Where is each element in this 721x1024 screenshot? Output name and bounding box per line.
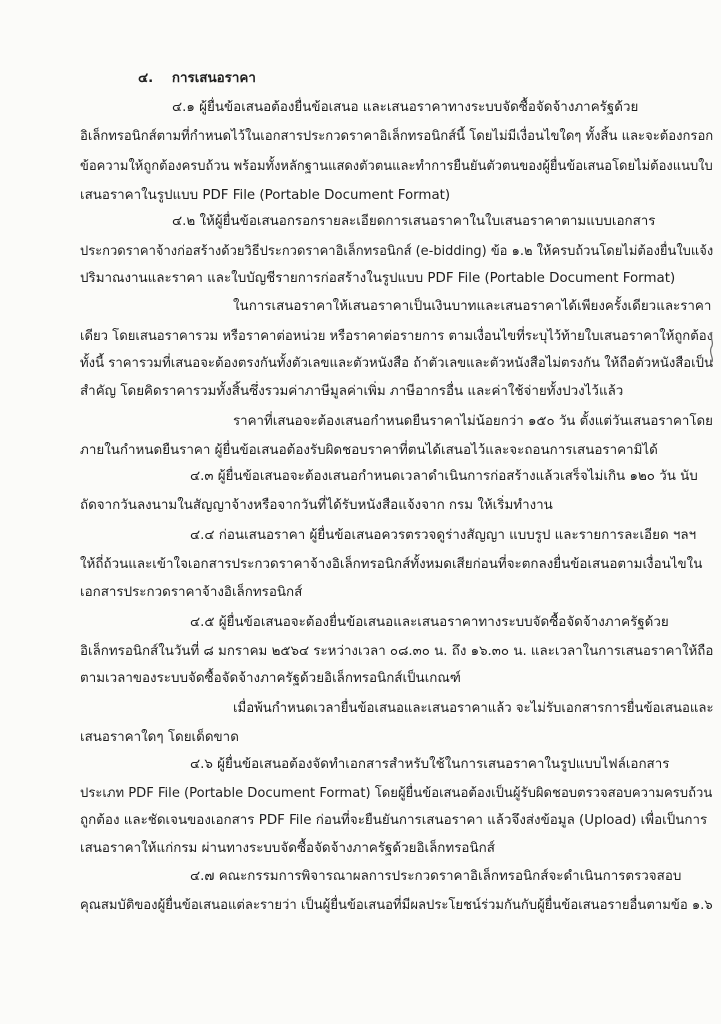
paragraph-line: ตามเวลาของระบบจัดซื้อจัดจ้างภาครัฐด้วยอิเล็กทรอนิกส์เป็นเกณฑ์	[80, 671, 461, 686]
paragraph-line: ๔.๔ ก่อนเสนอราคา ผู้ยื่นข้อเสนอควรตรวจดูร่างสัญญา แบบรูป และรายการละเอียด ฯลฯ	[190, 528, 697, 543]
paragraph-line: เสนอราคาให้แก่กรม ผ่านทางระบบจัดซื้อจัดจ้างภาครัฐด้วยอิเล็กทรอนิกส์	[80, 841, 495, 856]
paragraph-line: ๔.๒ ให้ผู้ยื่นข้อเสนอกรอกรายละเอียดการเสนอราคาในใบเสนอราคาตามแบบเอกสาร	[172, 214, 656, 229]
paragraph-line: ถัดจากวันลงนามในสัญญาจ้างหรือจากวันที่ได้รับหนังสือแจ้งจาก กรม ให้เริ่มทำงาน	[80, 498, 553, 513]
paragraph-line: ๔.๑ ผู้ยื่นข้อเสนอต้องยื่นข้อเสนอ และเสนอราคาทางระบบจัดซื้อจัดจ้างภาครัฐด้วย	[172, 100, 639, 115]
paragraph-line: เมื่อพ้นกำหนดเวลายื่นข้อเสนอและเสนอราคาแล้ว จะไม่รับเอกสารการยื่นข้อเสนอและ	[233, 701, 714, 716]
paragraph-line: เอกสารประกวดราคาจ้างอิเล็กทรอนิกส์	[80, 585, 303, 600]
paragraph-line: ในการเสนอราคาให้เสนอราคาเป็นเงินบาทและเสนอราคาได้เพียงครั้งเดียวและราคา	[233, 299, 712, 314]
paragraph-line: สำคัญ โดยคิดราคารวมทั้งสิ้นซึ่งรวมค่าภาษีมูลค่าเพิ่ม ภาษีอากรอื่น และค่าใช้จ่ายทั้งปวงไว้แล้ว	[80, 384, 624, 399]
paragraph-line: ๔.๓ ผู้ยื่นข้อเสนอจะต้องเสนอกำหนดเวลาดำเนินการก่อสร้างแล้วเสร็จไม่เกิน ๑๒๐ วัน นับ	[190, 469, 698, 484]
paragraph-line: ทั้งนี้ ราคารวมที่เสนอจะต้องตรงกันทั้งตัวเลขและตัวหนังสือ ถ้าตัวเลขและตัวหนังสือไม่ตรงกัน ให้ถือตัวหนังสือเป็น	[80, 356, 714, 371]
paragraph-line: ถูกต้อง และชัดเจนของเอกสาร PDF File ก่อนที่จะยืนยันการเสนอราคา แล้วจึงส่งข้อมูล (Upload) เพื่อเป็นการ	[80, 813, 708, 828]
paragraph-line: เสนอราคาใดๆ โดยเด็ดขาด	[80, 730, 239, 745]
paragraph-line: ปริมาณงานและราคา และใบบัญชีรายการก่อสร้างในรูปแบบ PDF File (Portable Document Format)	[80, 271, 676, 286]
paragraph-line: เดียว โดยเสนอราคารวม หรือราคาต่อหน่วย หรือราคาต่อรายการ ตามเงื่อนไขที่ระบุไว้ท้ายใบเสนอราคาให้ถูกต้อง	[80, 329, 713, 344]
paragraph-line: อิเล็กทรอนิกส์ตามที่กำหนดไว้ในเอกสารประกวดราคาอิเล็กทรอนิกส์นี้ โดยไม่มีเงื่อนไขใดๆ ทั้งสิ้น และจะต้องกรอก	[80, 129, 714, 144]
section-number: ๔.	[138, 71, 154, 86]
paragraph-line: ๔.๗ คณะกรรมการพิจารณาผลการประกวดราคาอิเล็กทรอนิกส์จะดำเนินการตรวจสอบ	[190, 869, 682, 884]
paragraph-line: ราคาที่เสนอจะต้องเสนอกำหนดยืนราคาไม่น้อยกว่า ๑๕๐ วัน ตั้งแต่วันเสนอราคาโดย	[233, 414, 713, 429]
paragraph-line: ประเภท PDF File (Portable Document Format) โดยผู้ยื่นข้อเสนอต้องเป็นผู้รับผิดชอบตรวจสอบความครบถ้วน	[80, 786, 713, 801]
paragraph-line: ๔.๖ ผู้ยื่นข้อเสนอต้องจัดทำเอกสารสำหรับใช้ในการเสนอราคาในรูปแบบไฟล์เอกสาร	[190, 757, 670, 772]
paragraph-line: ภายในกำหนดยืนราคา ผู้ยื่นข้อเสนอต้องรับผิดชอบราคาที่ตนได้เสนอไว้และจะถอนการเสนอราคามิได้	[80, 443, 658, 458]
margin-mark	[707, 330, 717, 364]
paragraph-line: ให้ถี่ถ้วนและเข้าใจเอกสารประกวดราคาจ้างอิเล็กทรอนิกส์ทั้งหมดเสียก่อนที่จะตกลงยื่นข้อเสนอตามเงื่อนไขใน	[80, 557, 703, 572]
section-title: การเสนอราคา	[171, 71, 256, 86]
paragraph-line: คุณสมบัติของผู้ยื่นข้อเสนอแต่ละรายว่า เป็นผู้ยื่นข้อเสนอที่มีผลประโยชน์ร่วมกันกับผู้ยื่นข้อเสนอรายอื่นตามข้อ ๑.๖	[80, 898, 713, 913]
paragraph-line: ๔.๕ ผู้ยื่นข้อเสนอจะต้องยื่นข้อเสนอและเสนอราคาทางระบบจัดซื้อจัดจ้างภาครัฐด้วย	[190, 615, 669, 630]
section-heading	[138, 70, 256, 88]
paragraph-line: อิเล็กทรอนิกส์ในวันที่ ๘ มกราคม ๒๕๖๔ ระหว่างเวลา ๐๘.๓๐ น. ถึง ๑๖.๓๐ น. และเวลาในการเสนอราคาให้ถือ	[80, 644, 714, 659]
paragraph-line: ข้อความให้ถูกต้องครบถ้วน พร้อมทั้งหลักฐานแสดงตัวตนและทำการยืนยันตัวตนของผู้ยื่นข้อเสนอโดยไม่ต้องแนบใบ	[80, 159, 713, 174]
paragraph-line: เสนอราคาในรูปแบบ PDF File (Portable Document Format)	[80, 188, 451, 203]
paragraph-line: ประกวดราคาจ้างก่อสร้างด้วยวิธีประกวดราคาอิเล็กทรอนิกส์ (e-bidding) ข้อ ๑.๒ ให้ครบถ้วนโดยไม่ต้องยื่นใบแจ้ง	[80, 244, 714, 259]
